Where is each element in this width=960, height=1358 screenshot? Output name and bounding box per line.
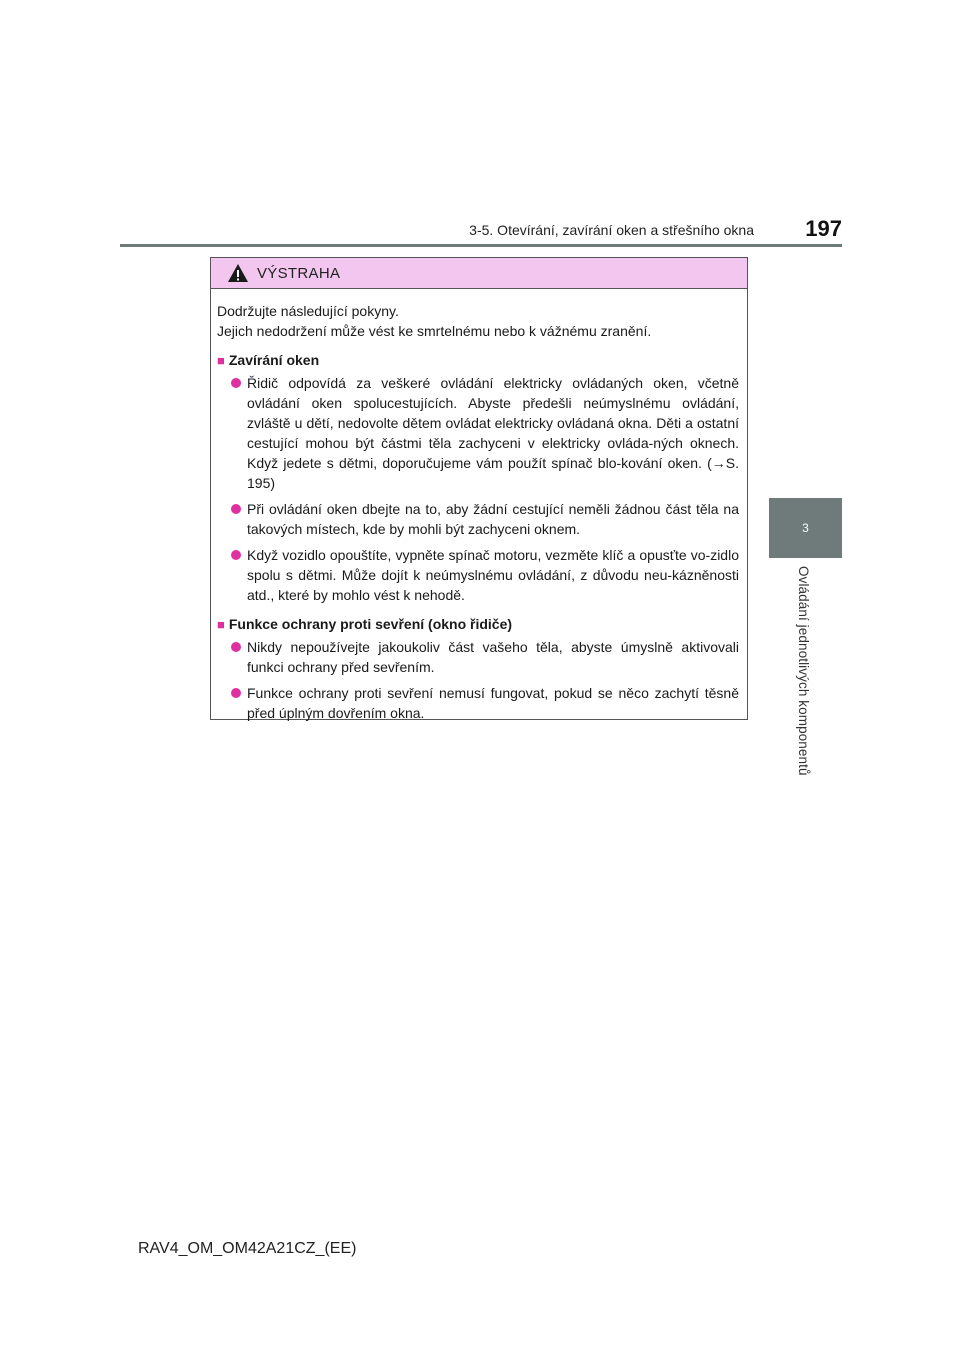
list-item <box>217 637 739 677</box>
bullet-dot-icon <box>231 550 241 560</box>
list-item <box>217 683 739 723</box>
chapter-title: Ovládání jednotlivých komponentů <box>796 566 811 776</box>
square-bullet-icon: ■ <box>217 353 225 368</box>
warning-title: VÝSTRAHA <box>257 264 341 282</box>
intro-line: Dodržujte následující pokyny. <box>217 303 399 319</box>
list-item <box>217 499 739 539</box>
list-item <box>217 545 739 605</box>
bullet-dot-icon <box>231 378 241 388</box>
list-item-text: Když vozidlo opouštíte, vypněte spínač motoru, vezměte klíč a opusťte vo-zidlo spolu s dětmi. Může dojít k neúmyslnému ovládání, z důvodu neu-kázněnosti atd., které by mohlo vést k nehodě. <box>247 547 739 603</box>
list-item-text: Nikdy nepoužívejte jakoukoliv část vašeho těla, abyste úmyslně aktivovali funkci ochrany před sevřením. <box>247 639 739 675</box>
section-heading <box>217 350 739 371</box>
section-heading <box>217 614 739 635</box>
list-item-text: Při ovládání oken dbejte na to, aby žádní cestující neměli žádnou část těla na takových místech, kde by mohli být zachyceni oknem. <box>247 501 739 537</box>
section-title: 3-5. Otevírání, zavírání oken a střešního okna <box>469 222 754 238</box>
section-heading-text: Zavírání oken <box>228 352 320 368</box>
intro-line: Jejich nedodržení může vést ke smrtelnému nebo k vážnému zranění. <box>217 323 652 339</box>
bullet-dot-icon <box>231 688 241 698</box>
warning-header <box>211 258 747 289</box>
square-bullet-icon: ■ <box>217 617 225 632</box>
warning-box <box>210 257 748 720</box>
list-item <box>217 373 739 493</box>
warning-body <box>211 289 747 723</box>
page-number: 197 <box>805 216 842 241</box>
list-item-text: Funkce ochrany proti sevření nemusí fungovat, pokud se něco zachytí těsně před úplným dovřením okna. <box>247 685 739 721</box>
chapter-tab <box>769 498 842 558</box>
list-item-text: Řidič odpovídá za veškeré ovládání elektricky ovládaných oken, včetně ovládání oken spolucestujících. Abyste předešli neúmyslnému ovládání, zvláště u dětí, nedovolte dětem ovládat elektricky ovládaná okna. Děti a ostatní cestující mohou být částmi těla zachyceni v elektricky ovláda-ných oknech. Když jedete s dětmi, doporučujeme vám použít spínač blo-kování oken. (→S. 195) <box>247 375 739 491</box>
warning-triangle-icon <box>227 263 249 283</box>
document-code: RAV4_OM_OM42A21CZ_(EE) <box>138 1240 357 1257</box>
page-header <box>120 212 842 247</box>
chapter-number: 3 <box>802 521 809 535</box>
bullet-dot-icon <box>231 504 241 514</box>
bullet-dot-icon <box>231 642 241 652</box>
section-heading-text: Funkce ochrany proti sevření (okno řidiče) <box>228 616 513 632</box>
